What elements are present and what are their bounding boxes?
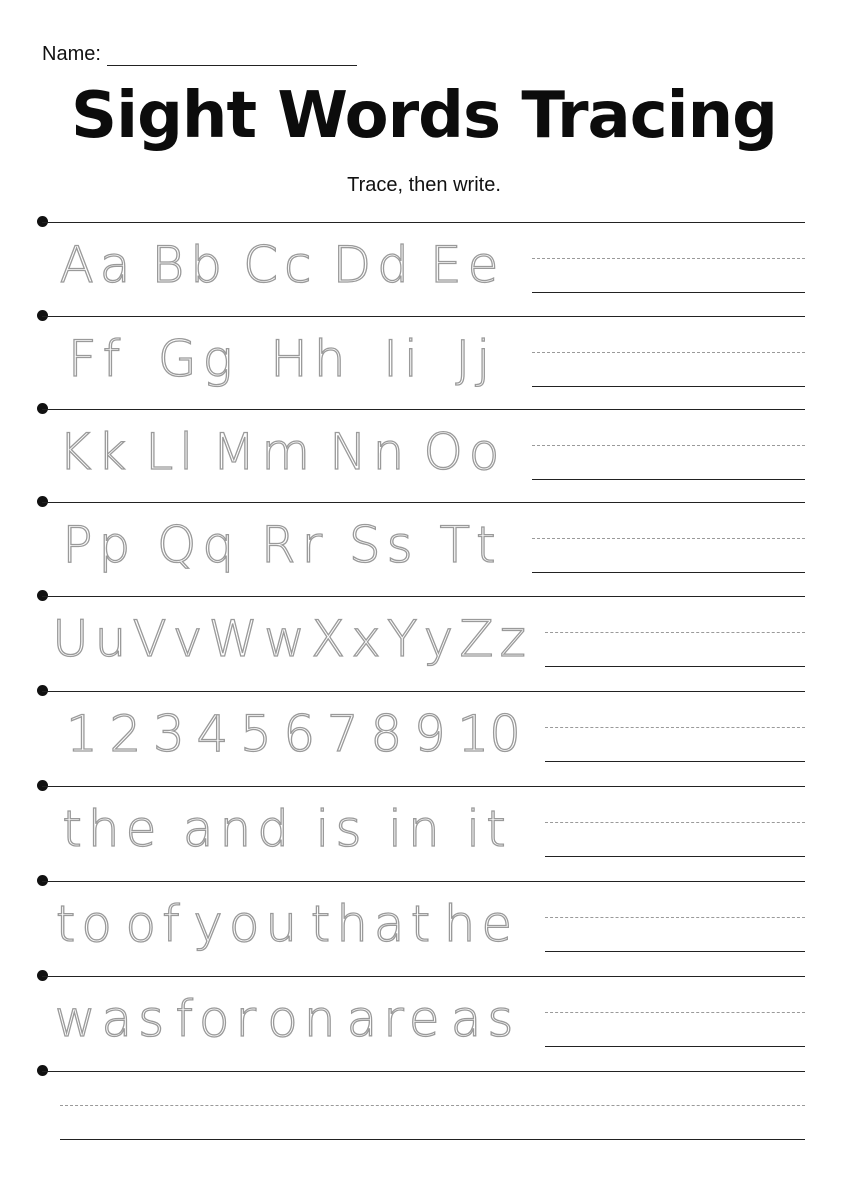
trace-item: he — [443, 895, 519, 953]
writing-midline[interactable] — [532, 258, 805, 259]
trace-item: you — [193, 895, 304, 953]
trace-item: of — [125, 895, 186, 953]
trace-item: Ff — [67, 330, 127, 388]
tracing-row — [0, 222, 848, 317]
trace-item: Ii — [383, 330, 424, 388]
trace-group — [52, 798, 522, 860]
trace-item: is — [315, 800, 368, 858]
writing-baseline[interactable] — [545, 951, 805, 952]
writing-midline[interactable] — [545, 632, 805, 633]
trace-item: on — [267, 990, 342, 1048]
row-top-line — [42, 502, 805, 503]
trace-item: 2 — [109, 705, 142, 763]
trace-group — [66, 703, 521, 765]
trace-item: Tt — [439, 516, 502, 574]
trace-item: 3 — [152, 705, 185, 763]
writing-baseline[interactable] — [545, 666, 805, 667]
row-top-line — [42, 222, 805, 223]
trace-item: 6 — [283, 705, 316, 763]
tracing-row — [0, 596, 848, 691]
tracing-row — [0, 786, 848, 881]
trace-item: Kk — [58, 423, 133, 481]
trace-item: Bb — [151, 236, 229, 294]
writing-midline[interactable] — [60, 1105, 805, 1106]
instruction-text: Trace, then write. — [347, 174, 501, 196]
writing-baseline[interactable] — [545, 1046, 805, 1047]
trace-group — [52, 421, 512, 483]
name-field-row — [42, 36, 357, 66]
trace-item: Rr — [260, 516, 329, 574]
trace-item: Aa — [59, 236, 137, 294]
writing-baseline[interactable] — [545, 856, 805, 857]
tracing-row — [0, 691, 848, 786]
trace-item: to — [55, 895, 118, 953]
trace-item: Zz — [459, 610, 532, 668]
row-top-line — [42, 596, 805, 597]
trace-item: 10 — [457, 705, 521, 763]
row-top-line — [42, 881, 805, 882]
trace-item: Vv — [132, 610, 209, 668]
final-writing-row — [0, 1071, 848, 1151]
trace-item: 9 — [413, 705, 446, 763]
trace-item: Qq — [157, 516, 241, 574]
trace-item: are — [346, 990, 446, 1048]
trace-group — [52, 608, 532, 670]
trace-item: Ll — [145, 423, 200, 481]
name-blank-line[interactable] — [107, 43, 357, 66]
row-top-line — [42, 786, 805, 787]
trace-group — [52, 514, 512, 576]
trace-item: Ww — [208, 610, 311, 668]
trace-item: Gg — [157, 330, 239, 388]
trace-item: Yy — [387, 610, 460, 668]
trace-item: it — [466, 800, 512, 858]
trace-item: Ee — [430, 236, 505, 294]
trace-group — [52, 328, 512, 390]
writing-baseline[interactable] — [532, 386, 805, 387]
row-top-line — [42, 976, 805, 977]
trace-item: that — [310, 895, 437, 953]
trace-item: 4 — [196, 705, 229, 763]
writing-midline[interactable] — [545, 1012, 805, 1013]
trace-item: was — [54, 990, 171, 1048]
tracing-row — [0, 502, 848, 597]
trace-item: Nn — [329, 423, 411, 481]
trace-item: the — [62, 800, 163, 858]
trace-item: Uu — [52, 610, 133, 668]
tracing-row — [0, 409, 848, 504]
row-top-line — [42, 691, 805, 692]
trace-item: 5 — [239, 705, 272, 763]
writing-midline[interactable] — [532, 538, 805, 539]
writing-baseline[interactable] — [532, 479, 805, 480]
row-top-line — [42, 1071, 805, 1072]
writing-midline[interactable] — [545, 917, 805, 918]
trace-group — [52, 988, 522, 1050]
writing-midline[interactable] — [532, 445, 805, 446]
trace-item: Oo — [423, 423, 506, 481]
writing-midline[interactable] — [545, 822, 805, 823]
trace-item: for — [175, 990, 263, 1048]
trace-item: 8 — [370, 705, 403, 763]
trace-item: 7 — [326, 705, 359, 763]
tracing-row — [0, 316, 848, 411]
writing-midline[interactable] — [532, 352, 805, 353]
tracing-row — [0, 976, 848, 1071]
name-label: Name: — [42, 43, 101, 65]
writing-midline[interactable] — [545, 727, 805, 728]
trace-item: Mm — [212, 423, 317, 481]
writing-baseline[interactable] — [60, 1139, 805, 1140]
row-top-line — [42, 409, 805, 410]
trace-item: Xx — [311, 610, 387, 668]
trace-item: Hh — [270, 330, 352, 388]
trace-item: Dd — [332, 236, 415, 294]
writing-baseline[interactable] — [532, 572, 805, 573]
trace-group — [52, 893, 522, 955]
trace-item: Cc — [243, 236, 318, 294]
page-title: Sight Words Tracing — [71, 79, 777, 153]
trace-item: Jj — [455, 330, 497, 388]
writing-baseline[interactable] — [532, 292, 805, 293]
row-top-line — [42, 316, 805, 317]
trace-group — [52, 234, 512, 296]
trace-item: 1 — [66, 705, 98, 763]
trace-item: Ss — [348, 516, 419, 574]
trace-item: as — [450, 990, 520, 1048]
tracing-row — [0, 881, 848, 976]
trace-item: in — [388, 800, 446, 858]
trace-item: and — [182, 800, 295, 858]
trace-item: Pp — [62, 516, 137, 574]
writing-baseline[interactable] — [545, 761, 805, 762]
